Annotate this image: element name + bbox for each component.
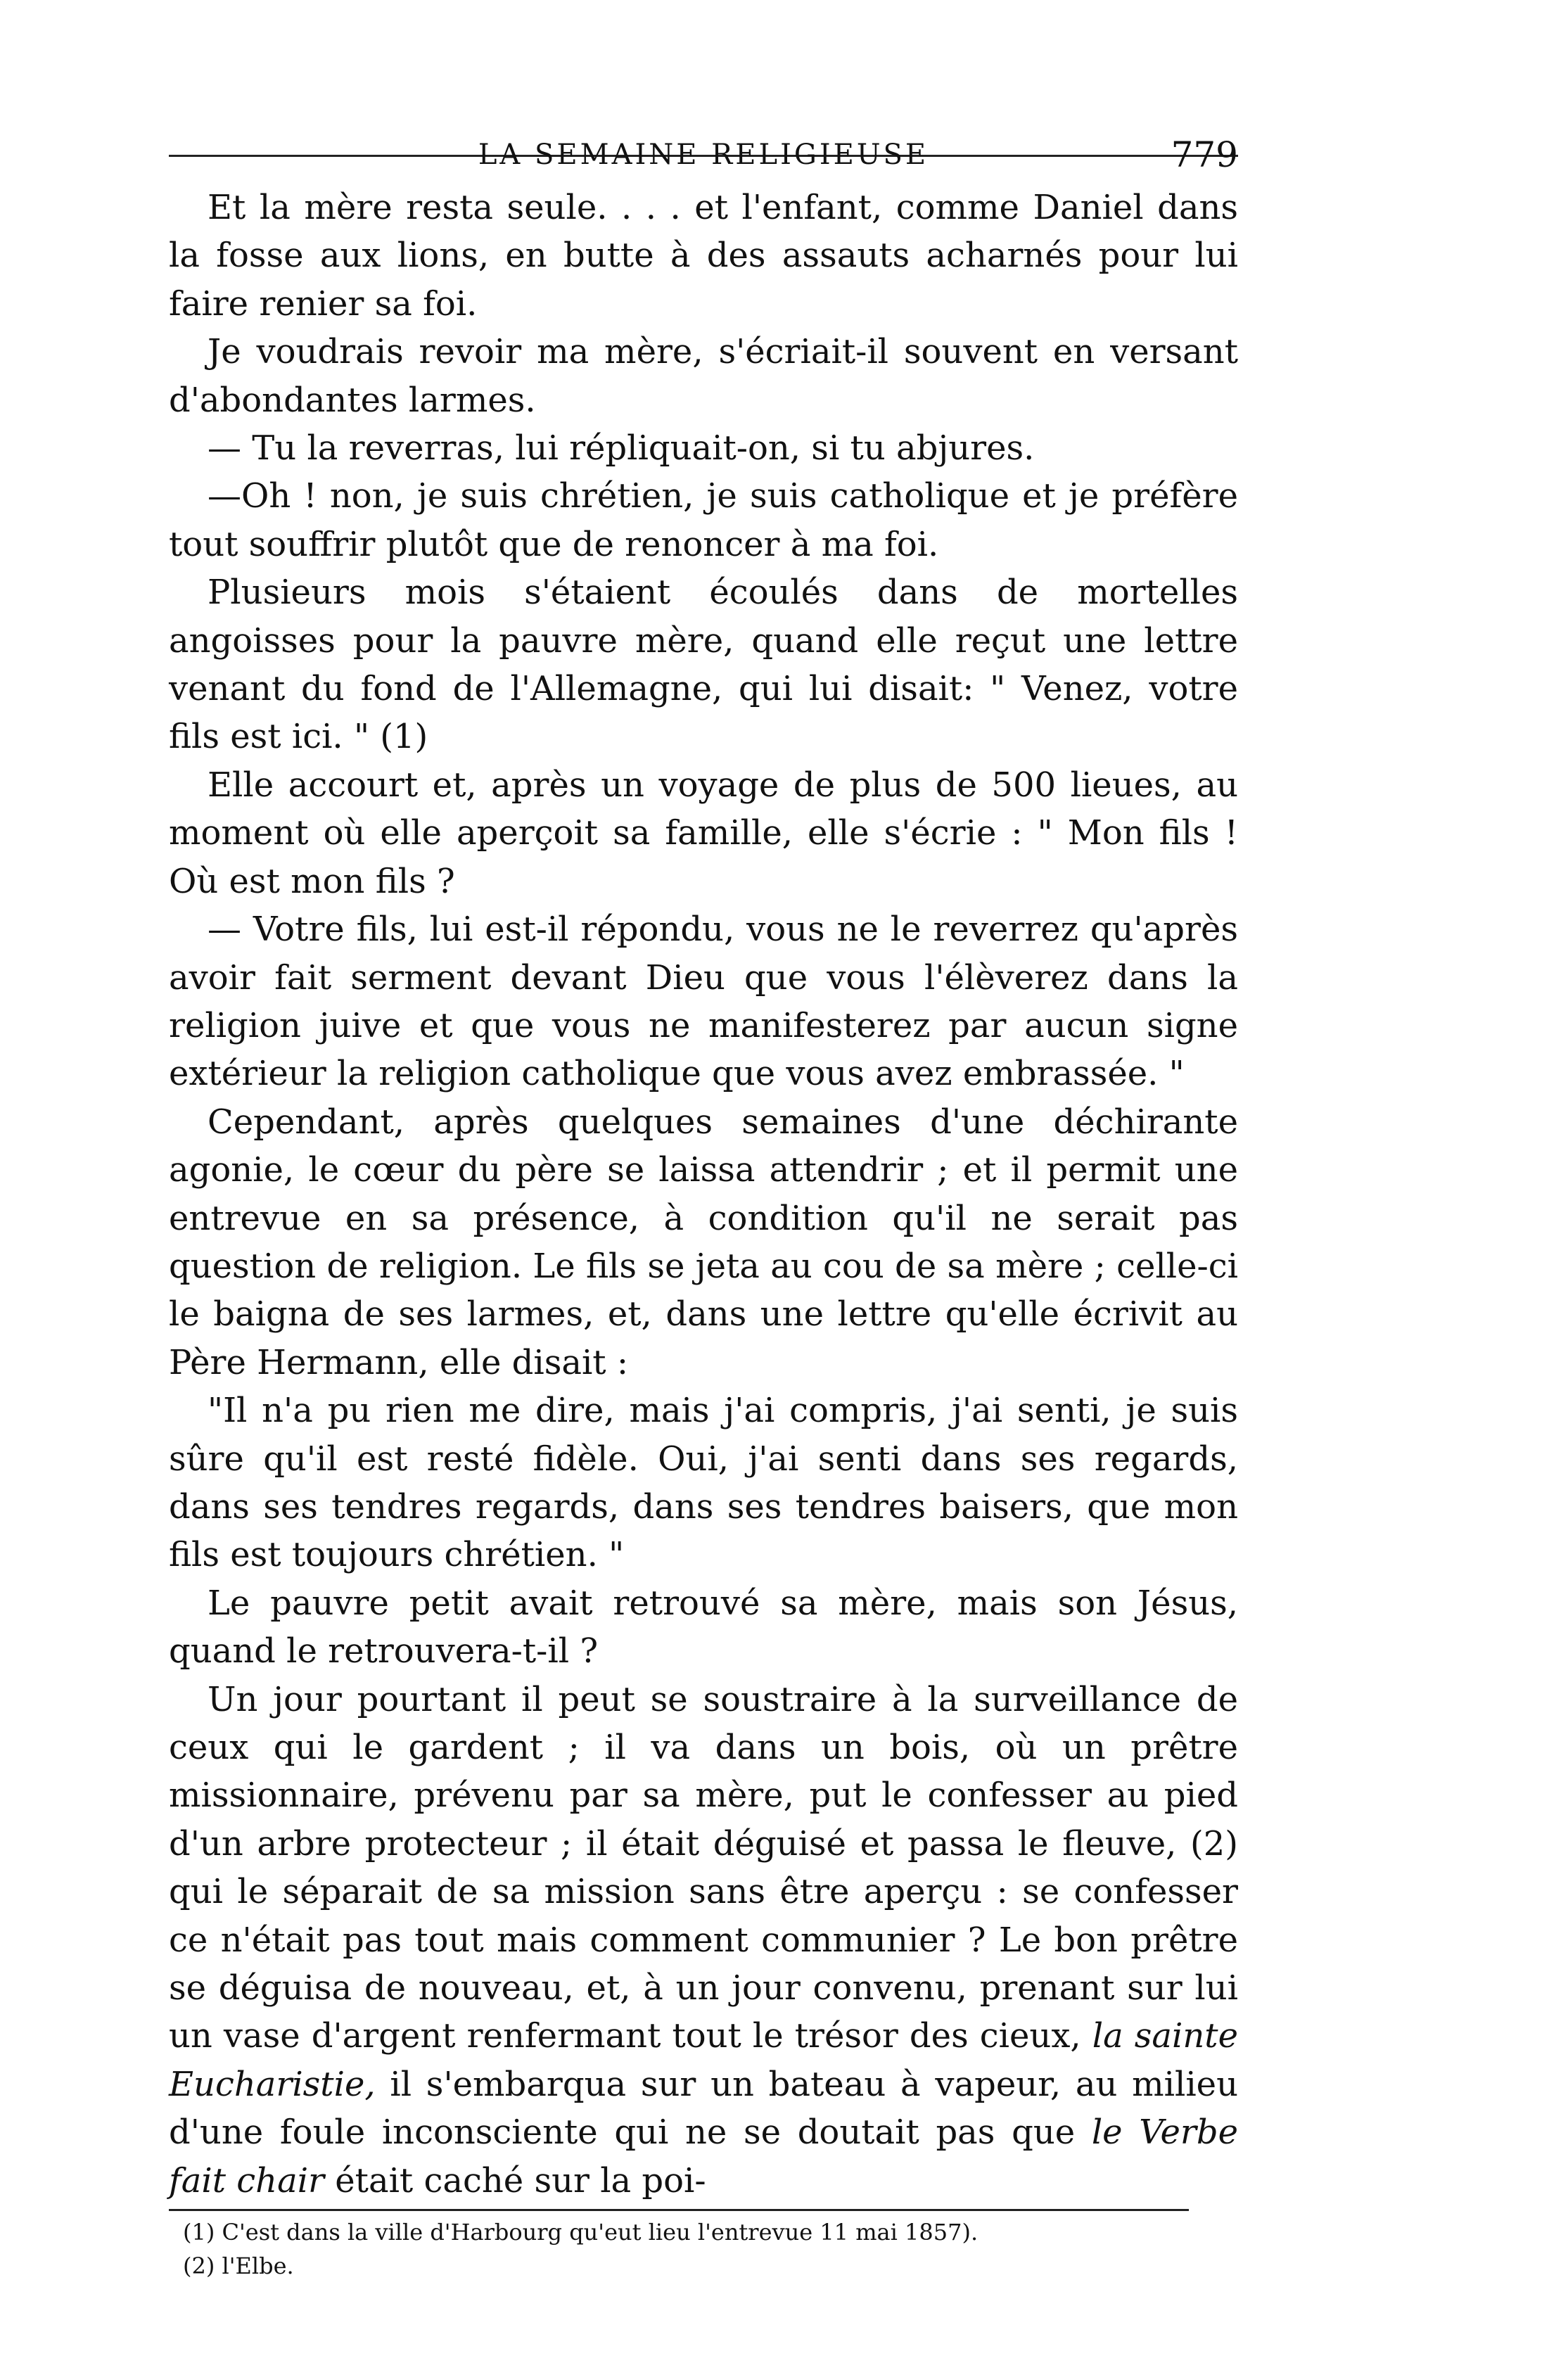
paragraph-10: Le pauvre petit avait retrouvé sa mère, mais son Jésus, quand le retrouvera-t-il ?: [169, 1583, 1238, 1671]
paragraph-3: — Tu la reverras, lui répliquait-on, si tu abjures.: [208, 428, 1035, 469]
footnote-divider: [169, 2209, 1189, 2211]
paragraph-6: Elle accourt et, après un voyage de plus de 500 lieues, au moment où elle aperçoit sa famille, elle s'écrie : " Mon fils ! Où est mon fils ?: [169, 765, 1238, 901]
book-page: [169, 77, 1238, 2314]
footnote-2: (2) l'Elbe.: [183, 2253, 294, 2280]
running-title: LA SEMAINE RELIGIEUSE: [478, 139, 929, 171]
footnote-1: (1) C'est dans la ville d'Harbourg qu'eut lieu l'entrevue 11 mai 1857).: [183, 2219, 979, 2246]
italic-sainte-eucharistie: la sainte Eucharistie,: [169, 2016, 1238, 2104]
paragraph-5: Plusieurs mois s'étaient écoulés dans de mortelles angoisses pour la pauvre mère, quand elle reçut une lettre venant du fond de l'Allemagne, qui lui disait: " Venez, votre fils est ici. " (1): [169, 573, 1238, 757]
paragraph-7: — Votre fils, lui est-il répondu, vous ne le reverrez qu'après avoir fait serment devant Dieu que vous l'élèverez dans la religion juive et que vous ne manifesterez par aucun signe extérieur la religion catholique que vous avez embrassée. ": [169, 910, 1238, 1094]
body-text: [169, 184, 1238, 2205]
paragraph-4: —Oh ! non, je suis chrétien, je suis catholique et je préfère tout souffrir plutôt que de renoncer à ma foi.: [169, 476, 1238, 564]
page-number: 779: [1171, 134, 1238, 175]
paragraph-1: Et la mère resta seule. . . . et l'enfant, comme Daniel dans la fosse aux lions, en butte à des assauts acharnés pour lui faire renier sa foi.: [169, 188, 1238, 324]
paragraph-8: Cependant, après quelques semaines d'une déchirante agonie, le cœur du père se laissa attendrir ; et il permit une entrevue en sa présence, à condition qu'il ne serait pas question de religion. Le fils se jeta au cou de sa mère ; celle-ci le baigna de ses larmes, et, dans une lettre qu'elle écrivit au Père Hermann, elle disait :: [169, 1102, 1238, 1382]
italic-verbe-fait-chair: le Verbe fait chair: [169, 2113, 1238, 2200]
page-header: [169, 77, 1238, 175]
paragraph-11-part-3: était caché sur la poi-: [335, 2160, 706, 2200]
paragraph-9: "Il n'a pu rien me dire, mais j'ai compris, j'ai senti, je suis sûre qu'il est resté fidèle. Oui, j'ai senti dans ses regards, dans ses tendres regards, dans ses tendres baisers, que mon fils est toujours chrétien. ": [169, 1391, 1238, 1575]
paragraph-2: Je voudrais revoir ma mère, s'écriait-il souvent en versant d'abondantes larmes.: [169, 332, 1238, 420]
footnotes: [169, 2215, 1238, 2283]
paragraph-11-part-2: il s'embarqua sur un bateau à vapeur, au milieu d'une foule inconsciente qui ne se doutait pas que: [169, 2064, 1238, 2153]
paragraph-11-part-1: Un jour pourtant il peut se soustraire à la surveillance de ceux qui le gardent ; il va dans un bois, où un prêtre missionnaire, prévenu par sa mère, put le confesser au pied d'un arbre protecteur ; il était déguisé et passa le fleuve, (2) qui le séparait de sa mission sans être aperçu : se confesser ce n'était pas tout mais comment communier ? Le bon prêtre se déguisa de nouveau, et, à un jour convenu, prenant sur lui un vase d'argent renfermant tout le trésor des cieux,: [169, 1679, 1238, 2056]
paragraph-11: [169, 1676, 1238, 2205]
